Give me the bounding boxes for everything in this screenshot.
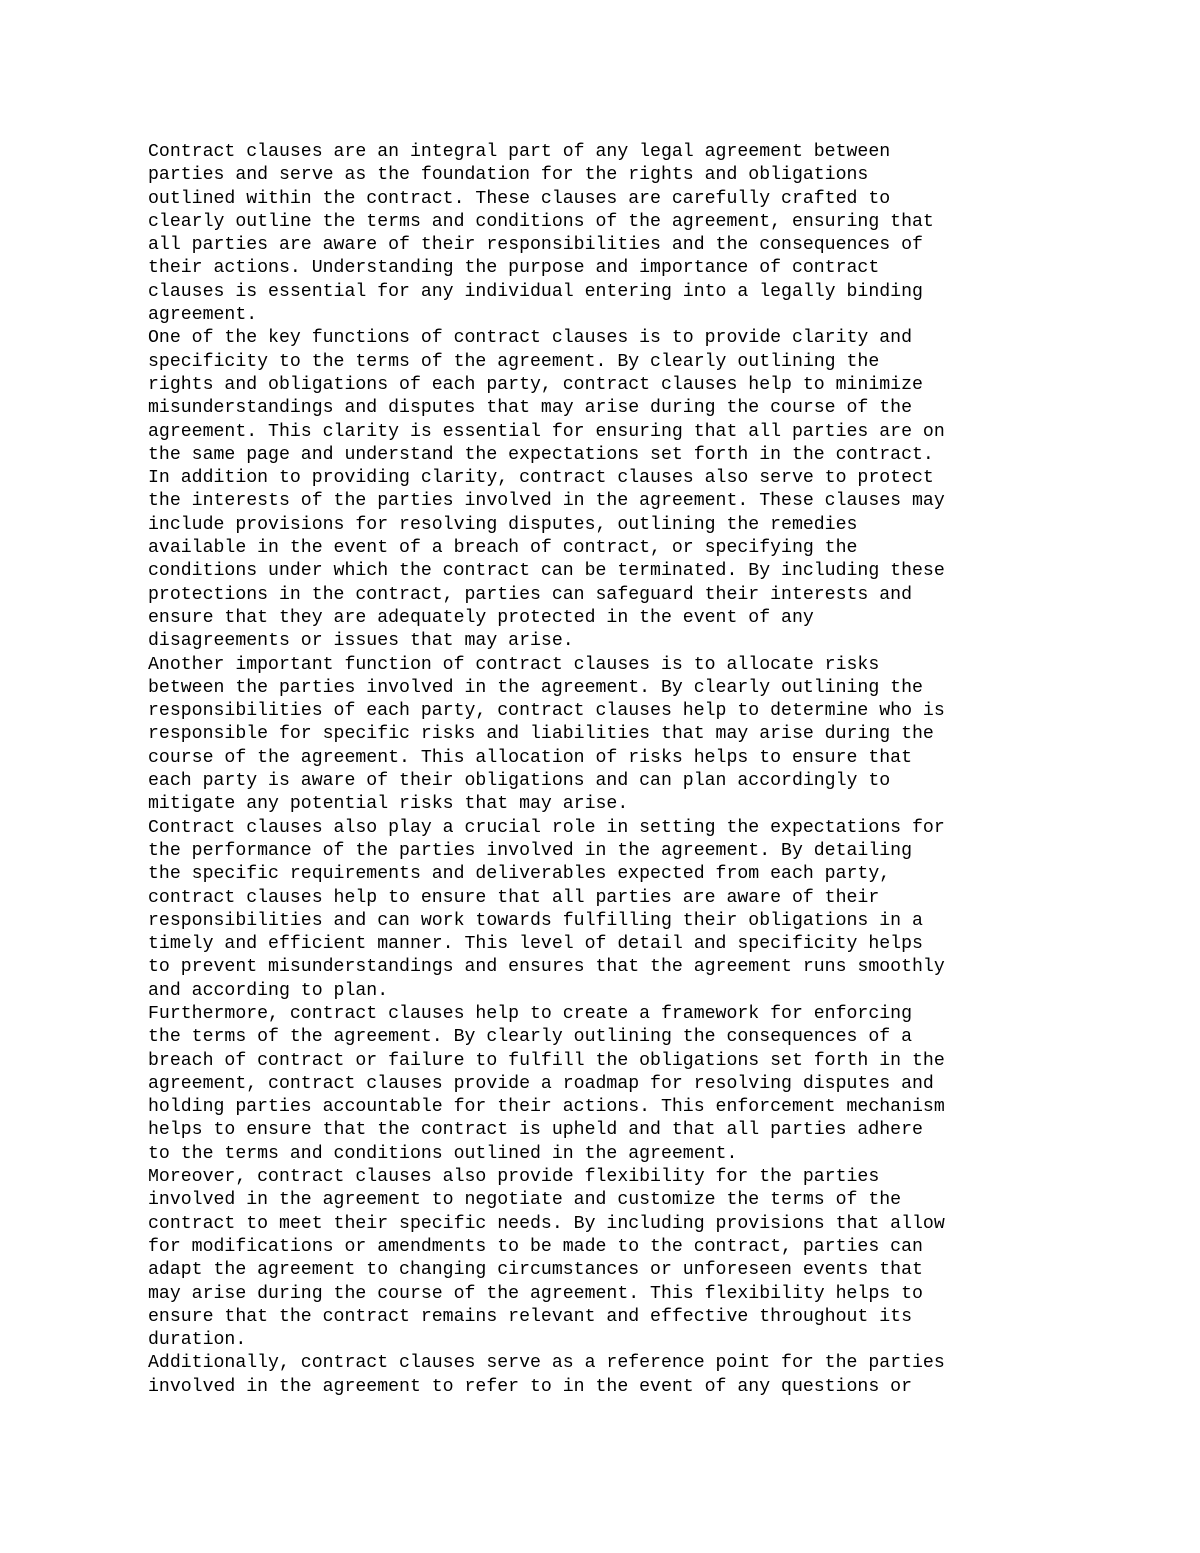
text-line: ensure that they are adequately protected in the event of any [148,607,814,628]
text-line: their actions. Understanding the purpose and importance of contract [148,258,880,279]
text-line: agreement. This clarity is essential for ensuring that all parties are on [148,421,945,442]
text-line: responsibilities and can work towards fulfilling their obligations in a [148,910,923,931]
text-line: the performance of the parties involved in the agreement. By detailing [148,840,912,861]
text-line: duration. [148,1330,247,1351]
text-line: clauses is essential for any individual entering into a legally binding [148,281,923,302]
text-line: conditions under which the contract can be terminated. By including these [148,561,945,582]
text-line: holding parties accountable for their actions. This enforcement mechanism [148,1097,945,1118]
text-line: breach of contract or failure to fulfill the obligations set forth in the [148,1050,945,1071]
text-line: the interests of the parties involved in the agreement. These clauses may [148,491,945,512]
text-line: ensure that the contract remains relevant and effective throughout its [148,1306,912,1327]
text-line: contract clauses help to ensure that all parties are aware of their [148,887,880,908]
text-line: clearly outline the terms and conditions of the agreement, ensuring that [148,211,934,232]
text-line: misunderstandings and disputes that may arise during the course of the [148,398,912,419]
text-line: One of the key functions of contract clauses is to provide clarity and [148,328,912,349]
text-line: Furthermore, contract clauses help to create a framework for enforcing [148,1003,912,1024]
text-line: involved in the agreement to refer to in the event of any questions or [148,1376,912,1397]
text-line: helps to ensure that the contract is upheld and that all parties adhere [148,1120,923,1141]
text-line: available in the event of a breach of contract, or specifying the [148,538,858,559]
text-line: involved in the agreement to negotiate and customize the terms of the [148,1190,902,1211]
text-line: to the terms and conditions outlined in the agreement. [148,1143,738,1164]
text-line: Contract clauses also play a crucial role in setting the expectations for [148,817,945,838]
text-line: rights and obligations of each party, contract clauses help to minimize [148,374,923,395]
text-line: contract to meet their specific needs. By including provisions that allow [148,1213,945,1234]
text-line: may arise during the course of the agreement. This flexibility helps to [148,1283,923,1304]
text-line: for modifications or amendments to be made to the contract, parties can [148,1236,923,1257]
text-line: to prevent misunderstandings and ensures that the agreement runs smoothly [148,957,945,978]
text-line: In addition to providing clarity, contract clauses also serve to protect [148,468,934,489]
text-line: adapt the agreement to changing circumstances or unforeseen events that [148,1260,923,1281]
text-line: course of the agreement. This allocation of risks helps to ensure that [148,747,912,768]
text-line: outlined within the contract. These clauses are carefully crafted to [148,188,891,209]
text-line: Additionally, contract clauses serve as a reference point for the parties [148,1353,945,1374]
text-line: timely and efficient manner. This level of detail and specificity helps [148,934,923,955]
text-line: responsible for specific risks and liabilities that may arise during the [148,724,934,745]
text-line: the terms of the agreement. By clearly outlining the consequences of a [148,1027,912,1048]
text-line: the specific requirements and deliverables expected from each party, [148,864,891,885]
text-line: protections in the contract, parties can safeguard their interests and [148,584,912,605]
text-line: each party is aware of their obligations and can plan accordingly to [148,771,891,792]
text-line: Moreover, contract clauses also provide flexibility for the parties [148,1167,880,1188]
text-line: include provisions for resolving disputes, outlining the remedies [148,514,858,535]
text-line: Contract clauses are an integral part of any legal agreement between [148,142,891,162]
text-line: agreement, contract clauses provide a roadmap for resolving disputes and [148,1073,934,1094]
text-line: agreement. [148,305,258,326]
text-line: all parties are aware of their responsibilities and the consequences of [148,235,923,256]
text-line: disagreements or issues that may arise. [148,631,574,652]
text-line: parties and serve as the foundation for the rights and obligations [148,165,869,186]
body-text [148,141,1058,1399]
text-line: between the parties involved in the agreement. By clearly outlining the [148,677,923,698]
text-line: responsibilities of each party, contract clauses help to determine who is [148,701,945,722]
text-line: specificity to the terms of the agreement. By clearly outlining the [148,351,880,372]
text-line: and according to plan. [148,980,389,1001]
text-line: mitigate any potential risks that may arise. [148,794,629,815]
text-line: Another important function of contract clauses is to allocate risks [148,654,880,675]
text-line: the same page and understand the expectations set forth in the contract. [148,444,934,465]
